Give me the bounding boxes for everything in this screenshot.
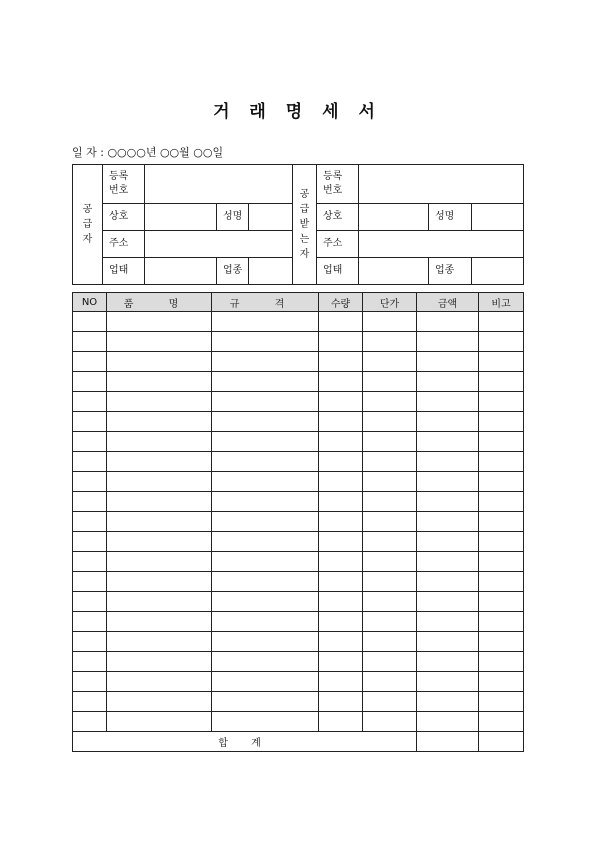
item-name-cell[interactable] xyxy=(107,412,212,432)
quantity-cell[interactable] xyxy=(319,312,363,332)
amount-cell[interactable] xyxy=(417,392,479,412)
receiver-reg-value[interactable] xyxy=(359,165,524,204)
unit-price-cell[interactable] xyxy=(363,532,417,552)
supplier-business-type-value[interactable] xyxy=(145,258,217,285)
remarks-cell[interactable] xyxy=(479,672,524,692)
item-name-cell[interactable] xyxy=(107,532,212,552)
spec-cell[interactable] xyxy=(212,512,319,532)
item-name-cell[interactable] xyxy=(107,492,212,512)
unit-price-cell[interactable] xyxy=(363,552,417,572)
spec-cell[interactable] xyxy=(212,692,319,712)
table-row xyxy=(73,672,524,692)
spec-cell[interactable] xyxy=(212,372,319,392)
quantity-cell[interactable] xyxy=(319,552,363,572)
no-cell[interactable] xyxy=(73,692,107,712)
remarks-cell[interactable] xyxy=(479,352,524,372)
unit-price-cell[interactable] xyxy=(363,312,417,332)
quantity-cell[interactable] xyxy=(319,632,363,652)
item-name-cell[interactable] xyxy=(107,692,212,712)
supplier-business-item-label: 업종 xyxy=(217,258,249,285)
item-name-cell[interactable] xyxy=(107,612,212,632)
spec-cell[interactable] xyxy=(212,572,319,592)
unit-price-cell[interactable] xyxy=(363,472,417,492)
unit-price-cell[interactable] xyxy=(363,652,417,672)
quantity-cell[interactable] xyxy=(319,352,363,372)
receiver-trade-name-value[interactable] xyxy=(359,204,429,231)
header-spec: 규 격 xyxy=(212,293,319,312)
supplier-business-type-label: 업태 xyxy=(103,258,145,285)
receiver-trade-name-label: 상호 xyxy=(317,204,359,231)
remarks-cell[interactable] xyxy=(479,552,524,572)
quantity-cell[interactable] xyxy=(319,692,363,712)
quantity-cell[interactable] xyxy=(319,472,363,492)
item-name-cell[interactable] xyxy=(107,572,212,592)
total-label: 합 계 xyxy=(73,732,417,752)
unit-price-cell[interactable] xyxy=(363,432,417,452)
table-row xyxy=(73,412,524,432)
spec-cell[interactable] xyxy=(212,452,319,472)
unit-price-cell[interactable] xyxy=(363,332,417,352)
receiver-business-item-value[interactable] xyxy=(472,258,524,285)
items-header-row xyxy=(73,293,524,312)
remarks-cell[interactable] xyxy=(479,472,524,492)
no-cell[interactable] xyxy=(73,512,107,532)
no-cell[interactable] xyxy=(73,372,107,392)
item-name-cell[interactable] xyxy=(107,452,212,472)
unit-price-cell[interactable] xyxy=(363,512,417,532)
amount-cell[interactable] xyxy=(417,492,479,512)
table-row xyxy=(73,632,524,652)
item-name-cell[interactable] xyxy=(107,672,212,692)
spec-cell[interactable] xyxy=(212,312,319,332)
spec-cell[interactable] xyxy=(212,432,319,452)
amount-cell[interactable] xyxy=(417,612,479,632)
remarks-cell[interactable] xyxy=(479,312,524,332)
remarks-cell[interactable] xyxy=(479,632,524,652)
supplier-trade-name-value[interactable] xyxy=(145,204,217,231)
table-row xyxy=(73,452,524,472)
no-cell[interactable] xyxy=(73,352,107,372)
no-cell[interactable] xyxy=(73,332,107,352)
no-cell[interactable] xyxy=(73,552,107,572)
item-name-cell[interactable] xyxy=(107,372,212,392)
unit-price-cell[interactable] xyxy=(363,352,417,372)
spec-cell[interactable] xyxy=(212,492,319,512)
quantity-cell[interactable] xyxy=(319,532,363,552)
receiver-name-label: 성명 xyxy=(429,204,472,231)
quantity-cell[interactable] xyxy=(319,392,363,412)
amount-cell[interactable] xyxy=(417,592,479,612)
table-row xyxy=(73,352,524,372)
remarks-cell[interactable] xyxy=(479,452,524,472)
no-cell[interactable] xyxy=(73,572,107,592)
receiver-reg-label: 등록 번호 xyxy=(317,165,359,204)
unit-price-cell[interactable] xyxy=(363,492,417,512)
header-quantity: 수량 xyxy=(319,293,363,312)
unit-price-cell[interactable] xyxy=(363,712,417,732)
receiver-name-value[interactable] xyxy=(472,204,524,231)
unit-price-cell[interactable] xyxy=(363,672,417,692)
spec-cell[interactable] xyxy=(212,472,319,492)
remarks-cell[interactable] xyxy=(479,372,524,392)
no-cell[interactable] xyxy=(73,312,107,332)
amount-cell[interactable] xyxy=(417,352,479,372)
quantity-cell[interactable] xyxy=(319,492,363,512)
amount-cell[interactable] xyxy=(417,532,479,552)
supplier-address-label: 주소 xyxy=(103,231,145,258)
receiver-business-item-label: 업종 xyxy=(429,258,472,285)
table-row xyxy=(73,532,524,552)
items-table xyxy=(72,292,524,752)
amount-cell[interactable] xyxy=(417,332,479,352)
spec-cell[interactable] xyxy=(212,552,319,572)
supplier-name-label: 성명 xyxy=(217,204,249,231)
quantity-cell[interactable] xyxy=(319,512,363,532)
remarks-cell[interactable] xyxy=(479,492,524,512)
no-cell[interactable] xyxy=(73,592,107,612)
item-name-cell[interactable] xyxy=(107,432,212,452)
remarks-cell[interactable] xyxy=(479,692,524,712)
no-cell[interactable] xyxy=(73,712,107,732)
table-row xyxy=(73,492,524,512)
remarks-cell[interactable] xyxy=(479,652,524,672)
spec-cell[interactable] xyxy=(212,592,319,612)
receiver-business-type-value[interactable] xyxy=(359,258,429,285)
no-cell[interactable] xyxy=(73,532,107,552)
table-row xyxy=(73,472,524,492)
quantity-cell[interactable] xyxy=(319,452,363,472)
remarks-cell[interactable] xyxy=(479,712,524,732)
quantity-cell[interactable] xyxy=(319,572,363,592)
no-cell[interactable] xyxy=(73,412,107,432)
table-row xyxy=(73,572,524,592)
receiver-business-type-label: 업태 xyxy=(317,258,359,285)
amount-cell[interactable] xyxy=(417,472,479,492)
quantity-cell[interactable] xyxy=(319,372,363,392)
no-cell[interactable] xyxy=(73,652,107,672)
spec-cell[interactable] xyxy=(212,532,319,552)
header-no: NO xyxy=(73,293,107,312)
header-item-name: 품 명 xyxy=(107,293,212,312)
amount-cell[interactable] xyxy=(417,672,479,692)
table-row xyxy=(73,652,524,672)
receiver-address-label: 주소 xyxy=(317,231,359,258)
spec-cell[interactable] xyxy=(212,392,319,412)
amount-cell[interactable] xyxy=(417,632,479,652)
amount-cell[interactable] xyxy=(417,572,479,592)
amount-cell[interactable] xyxy=(417,452,479,472)
table-row xyxy=(73,592,524,612)
item-name-cell[interactable] xyxy=(107,712,212,732)
quantity-cell[interactable] xyxy=(319,612,363,632)
unit-price-cell[interactable] xyxy=(363,452,417,472)
amount-cell[interactable] xyxy=(417,372,479,392)
amount-cell[interactable] xyxy=(417,312,479,332)
table-row xyxy=(73,692,524,712)
table-row xyxy=(73,552,524,572)
supplier-name-value[interactable] xyxy=(249,204,293,231)
document-title: 거 래 명 세 서 xyxy=(213,102,382,122)
amount-cell[interactable] xyxy=(417,512,479,532)
remarks-cell[interactable] xyxy=(479,572,524,592)
no-cell[interactable] xyxy=(73,452,107,472)
header-amount: 금액 xyxy=(417,293,479,312)
supplier-side-label: 공급자 xyxy=(73,165,103,285)
quantity-cell[interactable] xyxy=(319,592,363,612)
no-cell[interactable] xyxy=(73,612,107,632)
supplier-business-item-value[interactable] xyxy=(249,258,293,285)
unit-price-cell[interactable] xyxy=(363,632,417,652)
unit-price-cell[interactable] xyxy=(363,612,417,632)
quantity-cell[interactable] xyxy=(319,652,363,672)
amount-cell[interactable] xyxy=(417,412,479,432)
item-name-cell[interactable] xyxy=(107,592,212,612)
item-name-cell[interactable] xyxy=(107,352,212,372)
spec-cell[interactable] xyxy=(212,412,319,432)
amount-cell[interactable] xyxy=(417,712,479,732)
item-name-cell[interactable] xyxy=(107,392,212,412)
supplier-reg-value[interactable] xyxy=(145,165,293,204)
table-row xyxy=(73,312,524,332)
spec-cell[interactable] xyxy=(212,652,319,672)
total-amount[interactable] xyxy=(417,732,479,752)
no-cell[interactable] xyxy=(73,392,107,412)
spec-cell[interactable] xyxy=(212,332,319,352)
unit-price-cell[interactable] xyxy=(363,392,417,412)
table-row xyxy=(73,392,524,412)
table-row xyxy=(73,712,524,732)
total-row xyxy=(73,732,524,752)
item-name-cell[interactable] xyxy=(107,652,212,672)
date-line: 일 자 : ○○○○년 ○○월 ○○일 xyxy=(72,146,224,159)
receiver-side-label: 공급받는자 xyxy=(293,165,317,285)
spec-cell[interactable] xyxy=(212,672,319,692)
quantity-cell[interactable] xyxy=(319,712,363,732)
table-row xyxy=(73,372,524,392)
spec-cell[interactable] xyxy=(212,612,319,632)
supplier-trade-name-label: 상호 xyxy=(103,204,145,231)
item-name-cell[interactable] xyxy=(107,512,212,532)
total-remarks[interactable] xyxy=(479,732,524,752)
amount-cell[interactable] xyxy=(417,552,479,572)
item-name-cell[interactable] xyxy=(107,632,212,652)
item-name-cell[interactable] xyxy=(107,332,212,352)
unit-price-cell[interactable] xyxy=(363,412,417,432)
no-cell[interactable] xyxy=(73,492,107,512)
table-row xyxy=(73,432,524,452)
table-row xyxy=(73,512,524,532)
unit-price-cell[interactable] xyxy=(363,592,417,612)
amount-cell[interactable] xyxy=(417,652,479,672)
item-name-cell[interactable] xyxy=(107,552,212,572)
party-info-table xyxy=(72,164,524,285)
supplier-address-value[interactable] xyxy=(145,231,293,258)
quantity-cell[interactable] xyxy=(319,332,363,352)
item-name-cell[interactable] xyxy=(107,472,212,492)
remarks-cell[interactable] xyxy=(479,332,524,352)
unit-price-cell[interactable] xyxy=(363,572,417,592)
amount-cell[interactable] xyxy=(417,692,479,712)
spec-cell[interactable] xyxy=(212,352,319,372)
remarks-cell[interactable] xyxy=(479,532,524,552)
no-cell[interactable] xyxy=(73,472,107,492)
remarks-cell[interactable] xyxy=(479,392,524,412)
no-cell[interactable] xyxy=(73,632,107,652)
amount-cell[interactable] xyxy=(417,432,479,452)
no-cell[interactable] xyxy=(73,432,107,452)
receiver-address-value[interactable] xyxy=(359,231,524,258)
unit-price-cell[interactable] xyxy=(363,692,417,712)
remarks-cell[interactable] xyxy=(479,612,524,632)
quantity-cell[interactable] xyxy=(319,672,363,692)
no-cell[interactable] xyxy=(73,672,107,692)
spec-cell[interactable] xyxy=(212,712,319,732)
supplier-reg-label: 등록 번호 xyxy=(103,165,145,204)
quantity-cell[interactable] xyxy=(319,432,363,452)
remarks-cell[interactable] xyxy=(479,432,524,452)
quantity-cell[interactable] xyxy=(319,412,363,432)
header-remarks: 비고 xyxy=(479,293,524,312)
item-name-cell[interactable] xyxy=(107,312,212,332)
spec-cell[interactable] xyxy=(212,632,319,652)
remarks-cell[interactable] xyxy=(479,412,524,432)
remarks-cell[interactable] xyxy=(479,512,524,532)
remarks-cell[interactable] xyxy=(479,592,524,612)
header-unit-price: 단가 xyxy=(363,293,417,312)
unit-price-cell[interactable] xyxy=(363,372,417,392)
table-row xyxy=(73,612,524,632)
table-row xyxy=(73,332,524,352)
